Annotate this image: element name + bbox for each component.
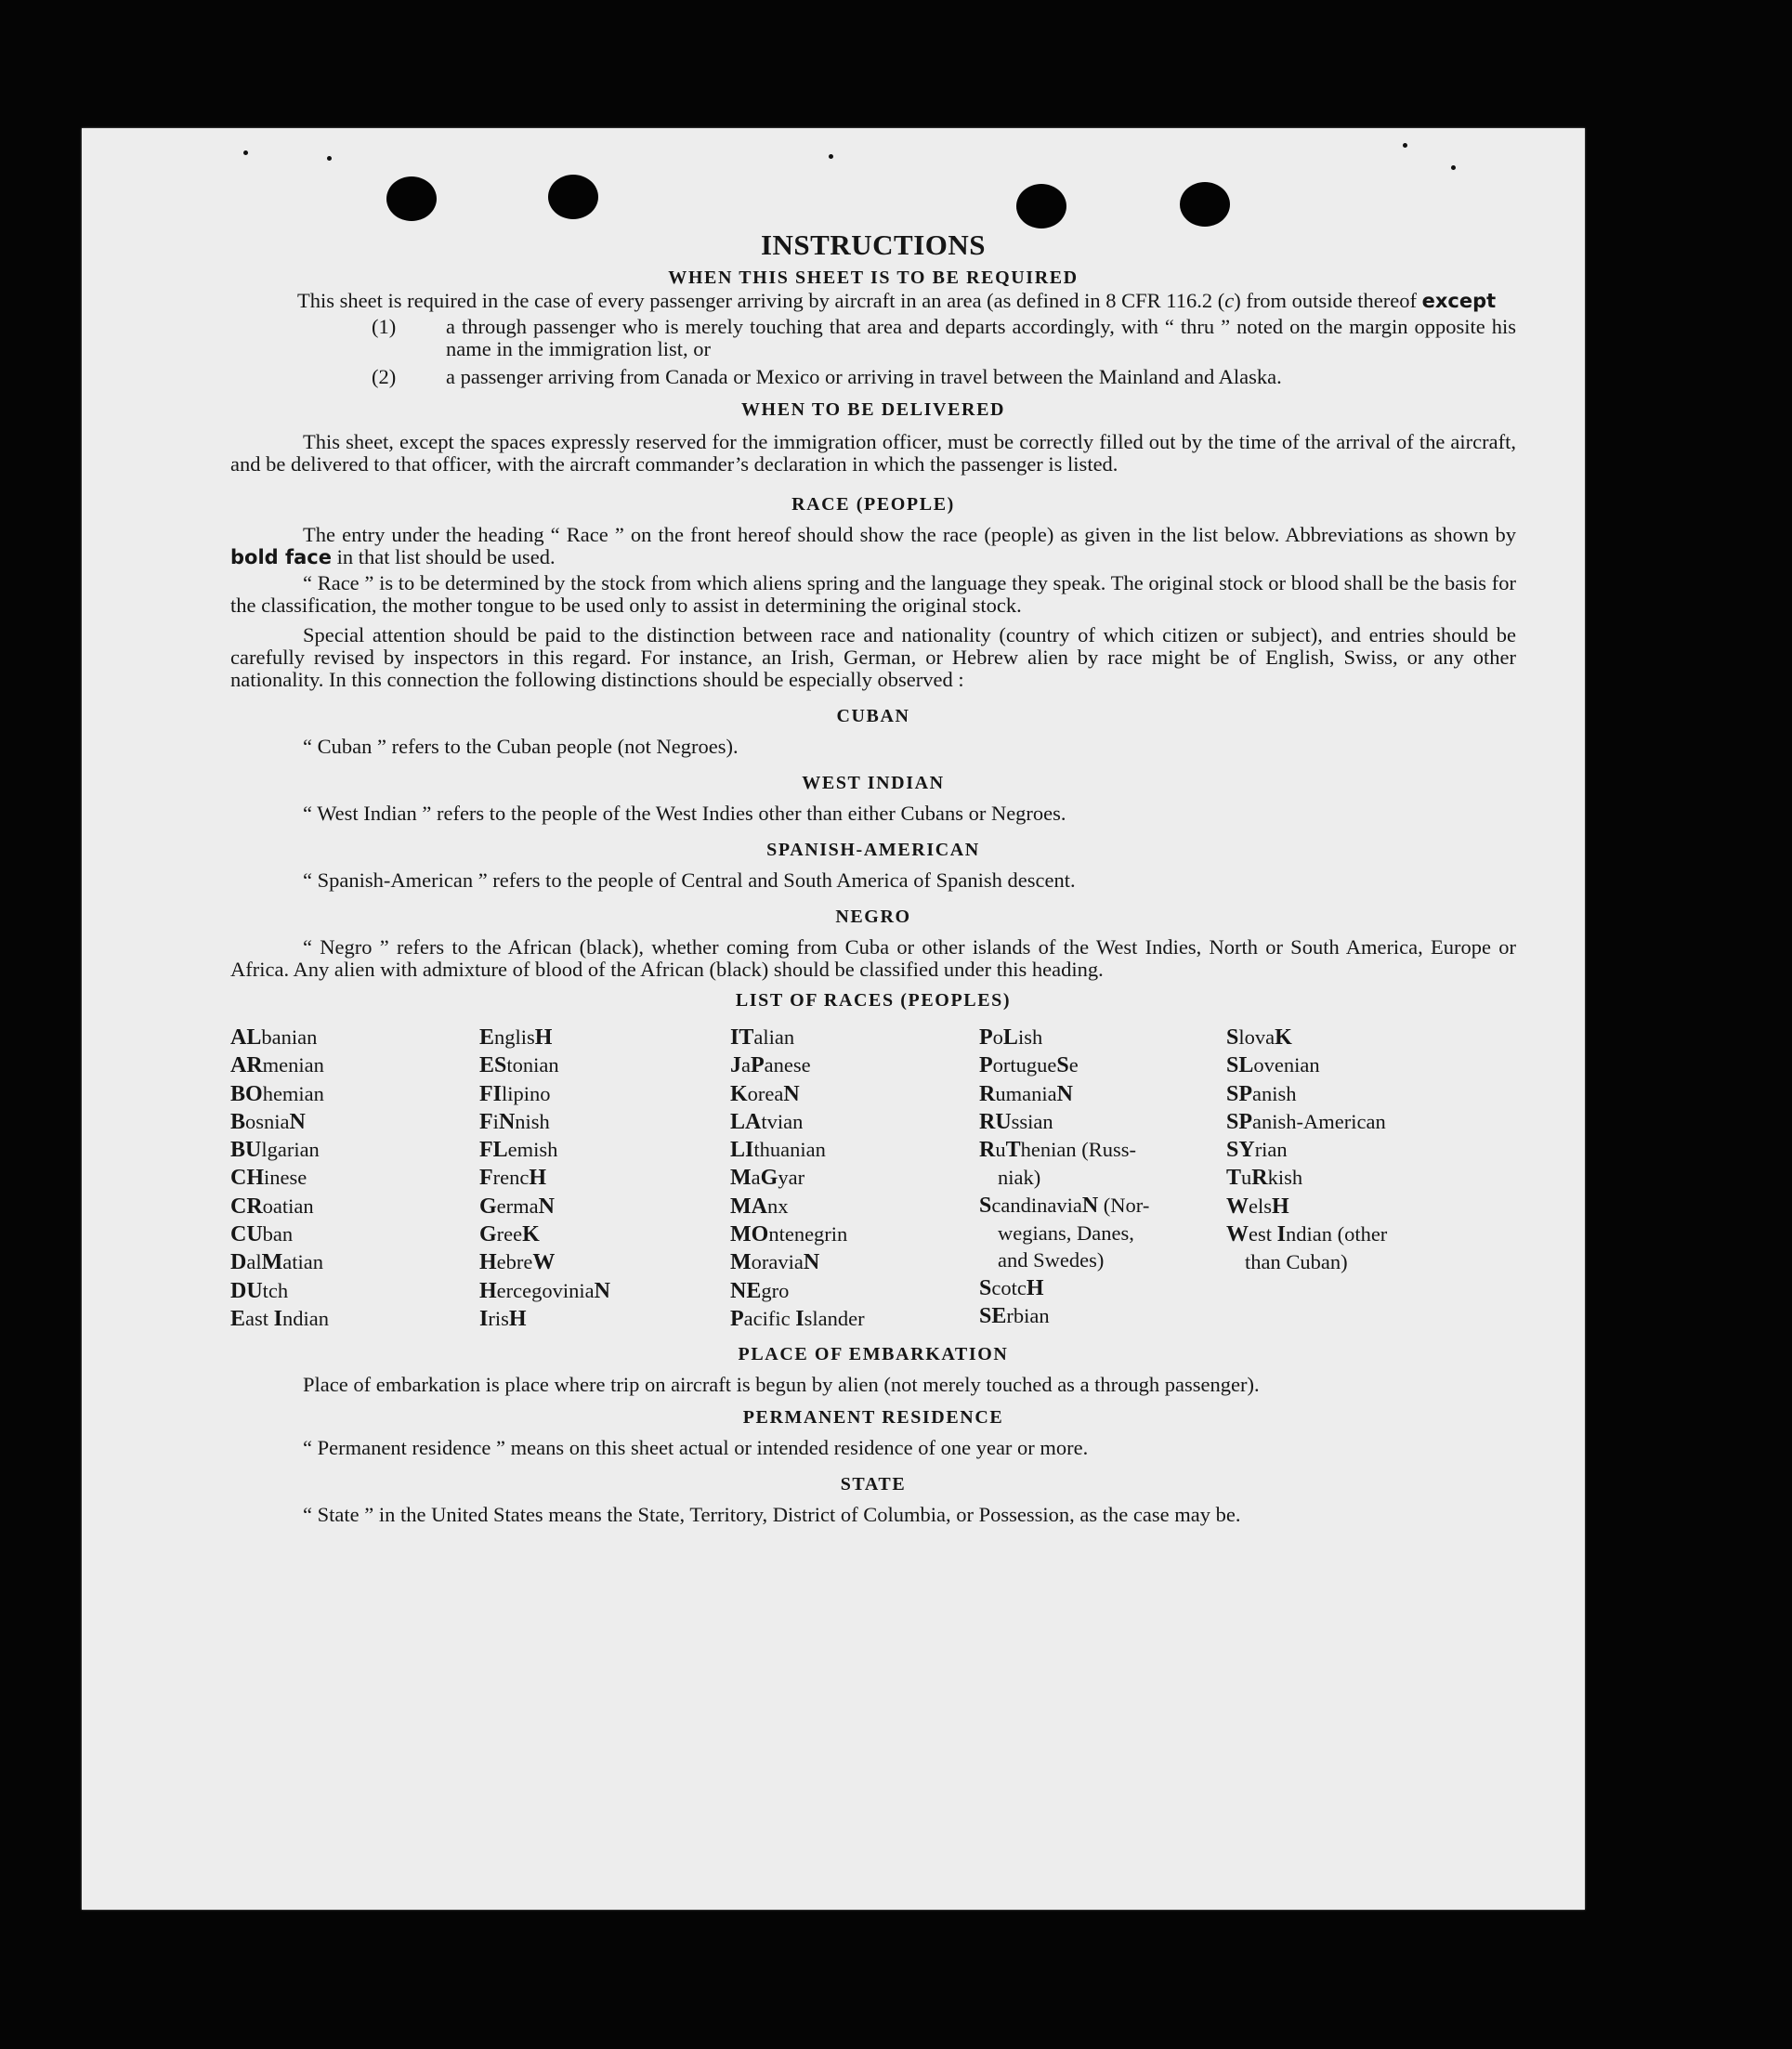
race-text: acific: [743, 1306, 796, 1330]
race-text: ndian: [281, 1306, 329, 1330]
race-entry: [1226, 1051, 1486, 1079]
race-entry: [479, 1220, 730, 1248]
race-abbrev: AR: [230, 1053, 263, 1078]
race-text: candinavia: [991, 1193, 1082, 1217]
race-abbrev: BU: [230, 1138, 262, 1163]
race-text: cotc: [991, 1275, 1027, 1299]
section-heading-spanish-american: SPANISH-AMERICAN: [766, 840, 980, 860]
race-entry: [230, 1193, 479, 1220]
race-entry: [479, 1024, 730, 1051]
race-abbrev: L: [1002, 1025, 1018, 1050]
race-text: yar: [778, 1166, 805, 1190]
race-entry: [730, 1248, 979, 1276]
race-abbrev: K: [522, 1222, 540, 1247]
race-abbrev: H: [534, 1025, 553, 1050]
race-entry: [1226, 1108, 1486, 1136]
punch-hole: [1180, 182, 1230, 227]
race-entry: [230, 1080, 479, 1108]
race-abbrev: H: [508, 1306, 527, 1331]
race-abbrev: N: [594, 1278, 610, 1303]
race-abbrev: J: [730, 1053, 741, 1078]
race-text: ovenian: [1253, 1053, 1320, 1077]
race-text: a: [751, 1166, 761, 1190]
race-abbrev: SP: [1226, 1081, 1253, 1106]
paragraph-residence: “ Permanent residence ” means on this sheet actual or intended residence of one year or more.: [303, 1436, 1089, 1460]
race-text: lgarian: [261, 1138, 320, 1162]
race-entry: [230, 1024, 479, 1051]
dust-speck: [1451, 165, 1456, 170]
race-entry: [979, 1024, 1226, 1051]
race-entry: [1226, 1080, 1486, 1108]
race-entry: [479, 1248, 730, 1276]
race-text: i: [492, 1109, 499, 1133]
race-text: menian: [262, 1053, 324, 1077]
punch-hole: [1016, 184, 1066, 228]
dust-speck: [1403, 143, 1407, 148]
race-text: anish: [1252, 1081, 1297, 1105]
race-text: ebre: [496, 1250, 533, 1274]
race-text: and Swedes): [998, 1248, 1105, 1272]
race-text: umania: [995, 1081, 1057, 1105]
list-item: [230, 316, 1516, 360]
race-entry: [1226, 1024, 1486, 1051]
race-entry: [730, 1193, 979, 1220]
list-item: [230, 366, 1516, 388]
race-abbrev: G: [479, 1194, 497, 1219]
race-abbrev: W: [532, 1250, 556, 1275]
race-entry: [479, 1277, 730, 1305]
race-abbrev: G: [760, 1166, 778, 1191]
race-entry: [730, 1277, 979, 1305]
race-text: alian: [753, 1025, 795, 1049]
race-abbrev: RU: [979, 1109, 1012, 1134]
race-abbrev: S: [979, 1193, 992, 1218]
race-abbrev: AL: [230, 1025, 262, 1050]
races-table: [230, 1024, 1516, 1333]
race-abbrev: CU: [230, 1222, 263, 1247]
race-entry: [1226, 1164, 1486, 1192]
race-abbrev: MO: [730, 1222, 769, 1247]
race-text: inese: [264, 1166, 307, 1190]
dust-speck: [243, 150, 248, 155]
race-text: tonian: [506, 1053, 559, 1077]
race-text: nish: [515, 1109, 550, 1133]
section-heading-when-delivered: WHEN TO BE DELIVERED: [740, 399, 1006, 420]
race-entry: [1226, 1248, 1486, 1275]
race-abbrev: N: [1081, 1193, 1099, 1218]
race-text: gro: [761, 1278, 790, 1302]
race-abbrev: H: [479, 1278, 497, 1303]
race-text: than Cuban): [1245, 1250, 1348, 1274]
race-text: ssian: [1011, 1109, 1053, 1133]
race-entry: [479, 1305, 730, 1333]
race-text: renc: [492, 1166, 530, 1190]
race-text: ntenegrin: [768, 1222, 848, 1246]
race-entry: [730, 1305, 979, 1333]
paragraph-delivered: This sheet, except the spaces expressly reserved for the immigration officer, must be correctly filled out by the time of the arrival of the aircraft, and be delivered to that officer, with the aircraft commander’s declaration in which the passenger is listed.: [230, 430, 1516, 476]
race-entry: [479, 1080, 730, 1108]
race-abbrev: LA: [730, 1109, 762, 1134]
race-abbrev: BO: [230, 1081, 263, 1106]
race-text: els: [1249, 1194, 1272, 1218]
race-entry: [979, 1274, 1226, 1302]
race-text: lipino: [502, 1081, 551, 1105]
paragraph-cuban: “ Cuban ” refers to the Cuban people (not Negroes).: [303, 735, 739, 758]
race-abbrev: D: [230, 1250, 247, 1275]
race-abbrev: H: [529, 1166, 547, 1191]
race-abbrev: N: [289, 1109, 306, 1134]
race-text: ortugue: [992, 1053, 1057, 1077]
punch-hole: [386, 176, 437, 221]
paragraph-state: “ State ” in the United States means the State, Territory, District of Columbia, or Possession, as the case may be.: [303, 1503, 1241, 1527]
race-text: niak): [998, 1166, 1041, 1190]
item-number: (2): [372, 365, 397, 388]
race-abbrev: MA: [730, 1194, 767, 1219]
race-abbrev: I: [795, 1306, 804, 1331]
race-text: est: [1249, 1222, 1277, 1246]
race-abbrev: F: [479, 1166, 493, 1191]
race-abbrev: E: [230, 1306, 246, 1331]
race-abbrev: P: [730, 1306, 744, 1331]
item-text: a passenger arriving from Canada or Mexico or arriving in travel between the Mainland and Alaska.: [446, 365, 1282, 388]
paragraph-negro: “ Negro ” refers to the African (black), whether coming from Cuba or other islands of the West Indies, North or South America, Europe or Africa. Any alien with admixture of blood of the African (black) should be classified under this heading.: [230, 935, 1516, 981]
race-entry: [979, 1164, 1226, 1191]
race-abbrev: P: [979, 1025, 993, 1050]
race-abbrev: W: [1226, 1194, 1249, 1219]
race-text: lova: [1238, 1025, 1275, 1049]
race-entry: [1226, 1220, 1486, 1248]
race-abbrev: N: [1056, 1081, 1073, 1106]
race-entry: [730, 1024, 979, 1051]
race-abbrev: SL: [1226, 1053, 1254, 1078]
race-abbrev: F: [479, 1109, 493, 1134]
race-entry: [979, 1108, 1226, 1136]
race-entry: [230, 1305, 479, 1333]
race-abbrev: FI: [479, 1081, 502, 1106]
section-heading-negro: NEGRO: [835, 907, 911, 927]
race-text: a: [741, 1053, 751, 1077]
punch-hole: [548, 175, 598, 219]
race-abbrev: B: [230, 1109, 246, 1134]
race-abbrev: CH: [230, 1166, 264, 1191]
section-heading-residence: PERMANENT RESIDENCE: [742, 1407, 1004, 1429]
race-abbrev: R: [979, 1138, 996, 1163]
race-text: emish: [507, 1138, 558, 1162]
section-heading-list-of-races: LIST OF RACES (PEOPLES): [735, 990, 1012, 1011]
section-heading-cuban: CUBAN: [836, 706, 910, 726]
race-abbrev: W: [1226, 1222, 1249, 1247]
race-abbrev: T: [1226, 1166, 1242, 1191]
race-abbrev: SP: [1226, 1109, 1253, 1134]
race-abbrev: DU: [230, 1278, 263, 1303]
race-entry: [230, 1136, 479, 1164]
item-number: (1): [372, 315, 397, 338]
paragraph-race-2: “ Race ” is to be determined by the stock from which aliens spring and the language they speak. The original stock or blood shall be the basis for the classification, the mother tongue to be used only to assist in determining the original stock.: [230, 571, 1516, 617]
race-abbrev: H: [1026, 1275, 1044, 1300]
race-entry: [979, 1192, 1226, 1220]
race-entry: [730, 1164, 979, 1192]
race-abbrev: SE: [979, 1303, 1007, 1328]
race-abbrev: FL: [479, 1138, 508, 1163]
race-abbrev: S: [979, 1275, 992, 1300]
race-text: ris: [488, 1306, 509, 1330]
race-text: slander: [804, 1306, 865, 1330]
race-text: rbian: [1006, 1303, 1050, 1327]
section-heading-state: STATE: [840, 1474, 907, 1495]
paragraph-race-1: [230, 524, 1516, 568]
race-abbrev: S: [1056, 1053, 1069, 1078]
race-abbrev: I: [479, 1306, 489, 1331]
race-text: erma: [496, 1194, 539, 1218]
race-abbrev: K: [730, 1081, 748, 1106]
race-entry: [230, 1164, 479, 1192]
race-text: anish-American: [1252, 1109, 1386, 1133]
section-heading-when-required: WHEN THIS SHEET IS TO BE REQUIRED: [668, 268, 1079, 288]
race-abbrev: M: [261, 1250, 283, 1275]
race-abbrev: N: [538, 1194, 555, 1219]
instructions-content: [230, 228, 1516, 1526]
race-entry: [730, 1220, 979, 1248]
bold-except: except: [1421, 290, 1497, 312]
document-sheet: [82, 128, 1585, 1910]
race-text: o: [992, 1025, 1003, 1049]
race-text: hemian: [262, 1081, 324, 1105]
race-abbrev: H: [1272, 1194, 1289, 1219]
races-column: [979, 1024, 1226, 1333]
text-span: in that list should be used.: [332, 545, 556, 568]
race-text: anese: [764, 1053, 811, 1077]
race-entry: [230, 1051, 479, 1079]
race-text: ree: [496, 1222, 523, 1246]
race-entry: [979, 1051, 1226, 1079]
race-abbrev: G: [479, 1222, 497, 1247]
race-abbrev: P: [979, 1053, 993, 1078]
race-abbrev: N: [803, 1250, 820, 1275]
race-entry: [479, 1164, 730, 1192]
race-entry: [1226, 1136, 1486, 1164]
dust-speck: [327, 156, 332, 161]
race-text: orea: [747, 1081, 784, 1105]
race-text: nx: [766, 1194, 789, 1218]
race-entry: [730, 1136, 979, 1164]
race-entry: [1226, 1193, 1486, 1220]
race-abbrev: LI: [730, 1138, 754, 1163]
item-text: a through passenger who is merely touching that area and departs accordingly, with “ thru ” noted on the margin opposite his name in the immigration list, or: [446, 315, 1516, 360]
race-abbrev: I: [1276, 1222, 1286, 1247]
race-text: kish: [1267, 1166, 1303, 1190]
text-span: ) from outside thereof: [1234, 289, 1422, 312]
race-entry: [479, 1108, 730, 1136]
section-heading-west-indian: WEST INDIAN: [802, 773, 945, 793]
race-abbrev: P: [751, 1053, 765, 1078]
paragraph-spanish-american: “ Spanish-American ” refers to the people of Central and South America of Spanish descent.: [303, 868, 1076, 892]
race-text: ast: [245, 1306, 274, 1330]
race-abbrev: N: [783, 1081, 800, 1106]
race-text: ercegovinia: [496, 1278, 595, 1302]
race-abbrev: T: [1005, 1138, 1021, 1163]
race-text: al: [246, 1250, 262, 1274]
race-entry: [479, 1193, 730, 1220]
race-entry: [230, 1248, 479, 1276]
race-abbrev: SY: [1226, 1138, 1255, 1163]
race-abbrev: R: [1251, 1166, 1268, 1191]
dust-speck: [829, 154, 833, 159]
race-text: rian: [1254, 1138, 1288, 1162]
race-entry: [979, 1080, 1226, 1108]
race-abbrev: M: [730, 1250, 752, 1275]
race-entry: [730, 1080, 979, 1108]
race-abbrev: M: [730, 1166, 752, 1191]
race-text: banian: [261, 1025, 318, 1049]
race-abbrev: CR: [230, 1194, 263, 1219]
race-abbrev: R: [979, 1081, 996, 1106]
race-text: oravia: [751, 1250, 804, 1274]
paragraph-required: [225, 290, 1516, 312]
race-abbrev: IT: [730, 1025, 754, 1050]
race-entry: [479, 1051, 730, 1079]
race-text: (Nor-: [1098, 1193, 1150, 1217]
paragraph-embarkation: Place of embarkation is place where trip on aircraft is begun by alien (not merely touched as a through passenger).: [303, 1373, 1260, 1397]
bold-face-text: bold face: [230, 546, 332, 568]
race-abbrev: E: [479, 1025, 495, 1050]
race-text: tvian: [761, 1109, 804, 1133]
race-entry: [979, 1220, 1226, 1246]
race-text: u: [995, 1138, 1006, 1162]
text-span: c: [1224, 289, 1235, 312]
race-abbrev: H: [479, 1250, 497, 1275]
race-entry: [979, 1136, 1226, 1164]
race-text: tch: [262, 1278, 289, 1302]
race-text: ndian (other: [1285, 1222, 1388, 1246]
race-abbrev: N: [498, 1109, 516, 1134]
text-span: This sheet is required in the case of every passenger arriving by aircraft in an area (as defined in 8 CFR 116.2 (: [297, 289, 1225, 312]
races-column: [479, 1024, 730, 1333]
race-text: u: [1241, 1166, 1252, 1190]
race-text: osnia: [245, 1109, 290, 1133]
exception-list: [230, 316, 1516, 388]
race-text: thuanian: [753, 1138, 826, 1162]
race-text: e: [1068, 1053, 1079, 1077]
race-entry: [730, 1051, 979, 1079]
race-text: nglis: [494, 1025, 535, 1049]
race-entry: [979, 1302, 1226, 1330]
races-column: [230, 1024, 479, 1333]
race-text: wegians, Danes,: [998, 1221, 1134, 1246]
section-heading-race: RACE (PEOPLE): [791, 494, 955, 515]
race-entry: [730, 1108, 979, 1136]
section-heading-embarkation: PLACE OF EMBARKATION: [738, 1344, 1009, 1365]
paragraph-race-3: Special attention should be paid to the distinction between race and nationality (country of which citizen or subject), and entries should be carefully revised by inspectors in this regard. For instance, an Irish, German, or Hebrew alien by race might be of English, Swiss, or any other nationality. In this connection the following distinctions should be especially observed :: [230, 623, 1516, 691]
race-text: henian (Russ-: [1020, 1138, 1136, 1162]
page-title: INSTRUCTIONS: [760, 228, 986, 261]
race-text: ban: [262, 1222, 294, 1246]
race-text: atian: [282, 1250, 323, 1274]
race-entry: [230, 1220, 479, 1248]
race-abbrev: S: [1226, 1025, 1239, 1050]
race-abbrev: ES: [479, 1053, 507, 1078]
races-column: [1226, 1024, 1486, 1333]
paragraph-west-indian: “ West Indian ” refers to the people of the West Indies other than either Cubans or Negroes.: [303, 802, 1066, 825]
text-span: The entry under the heading “ Race ” on the front hereof should show the race (people) as given in the list below. Abbreviations as shown by: [303, 523, 1516, 546]
race-text: ish: [1017, 1025, 1043, 1049]
race-abbrev: K: [1275, 1025, 1292, 1050]
race-abbrev: I: [273, 1306, 282, 1331]
race-entry: [230, 1277, 479, 1305]
race-abbrev: NE: [730, 1278, 762, 1303]
race-entry: [479, 1136, 730, 1164]
race-entry: [230, 1108, 479, 1136]
race-text: oatian: [262, 1194, 314, 1218]
race-entry: [979, 1246, 1226, 1273]
races-column: [730, 1024, 979, 1333]
